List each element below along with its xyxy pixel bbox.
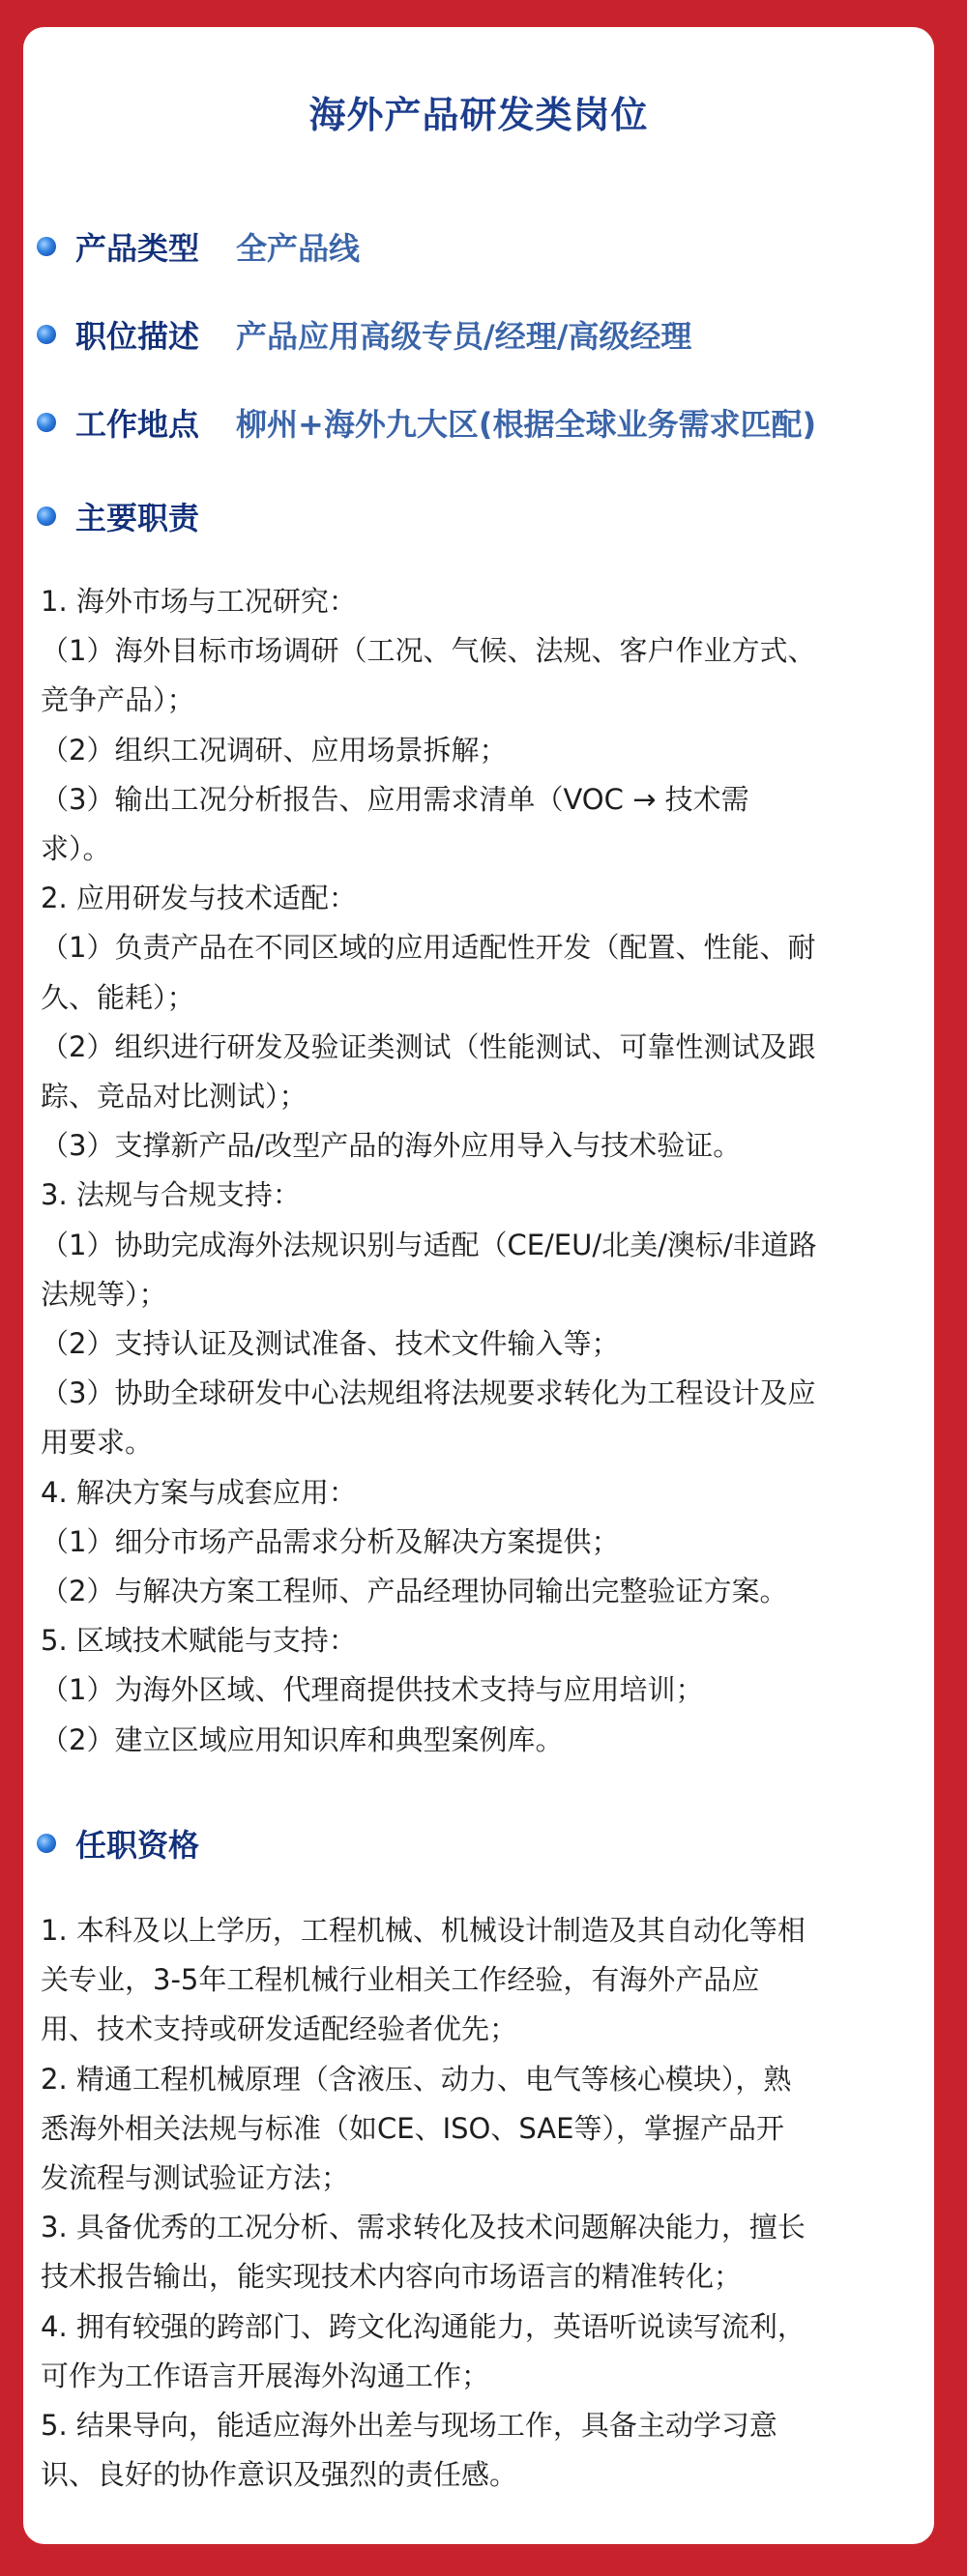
qualifications-text-line: 发流程与测试验证方法； — [41, 2161, 350, 2195]
duties-text-line: 2. 应用研发与技术适配： — [41, 882, 357, 915]
qualifications-text-line: 5. 结果导向，能适应海外出差与现场工作，具备主动学习意 — [41, 2409, 777, 2443]
job-description-value: 产品应用高级专员/经理/高级经理 — [236, 318, 692, 355]
duties-text-line: 3. 法规与合规支持： — [41, 1178, 301, 1212]
qualifications-text-line: 可作为工作语言开展海外沟通工作； — [41, 2359, 490, 2392]
duties-text-line: 5. 区域技术赋能与支持： — [41, 1624, 357, 1658]
job-description-label: 职位描述 — [75, 318, 200, 355]
qualifications-text-line: 技术报告输出，能实现技术内容向市场语言的精准转化； — [41, 2260, 743, 2294]
bullet-dot-icon — [37, 1834, 56, 1853]
duties-text-line: （2）建立区域应用知识库和典型案例库。 — [41, 1722, 564, 1756]
duties-text-line: （2）组织进行研发及验证类测试（性能测试、可靠性测试及跟 — [41, 1029, 816, 1063]
duties-text-line: （1）负责产品在不同区域的应用适配性开发（配置、性能、耐 — [41, 931, 816, 965]
location-value: 柳州+海外九大区(根据全球业务需求匹配) — [236, 406, 817, 443]
info-row-product-type — [37, 225, 360, 268]
qualifications-heading: 任职资格 — [75, 1827, 200, 1864]
duties-body — [41, 577, 928, 1765]
duties-heading: 主要职责 — [75, 500, 200, 536]
job-card — [23, 27, 934, 2544]
bullet-dot-icon — [37, 237, 56, 256]
qualifications-text-line: 1. 本科及以上学历，工程机械、机械设计制造及其自动化等相 — [41, 1914, 806, 1947]
info-row-location — [37, 401, 816, 444]
duties-text-line: （1）细分市场产品需求分析及解决方案提供； — [41, 1524, 620, 1558]
duties-text-line: （2）与解决方案工程师、产品经理协同输出完整验证方案。 — [41, 1575, 788, 1608]
duties-heading-row — [37, 495, 236, 537]
duties-text-line: 踪、竞品对比测试）； — [41, 1080, 308, 1114]
duties-text-line: （3）协助全球研发中心法规组将法规要求转化为工程设计及应 — [41, 1376, 816, 1410]
qualifications-text-line: 识、良好的协作意识及强烈的责任感。 — [41, 2458, 518, 2492]
duties-text-line: 4. 解决方案与成套应用： — [41, 1475, 357, 1509]
product-type-value: 全产品线 — [236, 230, 361, 267]
duties-text-line: 法规等）； — [41, 1277, 167, 1311]
duties-text-line: 竞争产品）； — [41, 683, 195, 717]
qualifications-heading-row — [37, 1822, 236, 1865]
qualifications-text-line: 4. 拥有较强的跨部门、跨文化沟通能力，英语听说读写流利， — [41, 2309, 806, 2343]
duties-text-line: 1. 海外市场与工况研究： — [41, 585, 357, 618]
product-type-label: 产品类型 — [75, 230, 200, 267]
duties-text-line: （3）输出工况分析报告、应用需求清单（VOC → 技术需 — [41, 782, 749, 816]
duties-text-line: 久、能耗）； — [41, 980, 195, 1014]
qualifications-body — [41, 1906, 928, 2500]
duties-text-line: （1）海外目标市场调研（工况、气候、法规、客户作业方式、 — [41, 634, 816, 668]
bullet-dot-icon — [37, 325, 56, 344]
qualifications-text-line: 2. 精通工程机械原理（含液压、动力、电气等核心模块），熟 — [41, 2062, 792, 2096]
qualifications-text-line: 关专业，3-5年工程机械行业相关工作经验，有海外产品应 — [41, 1963, 760, 1997]
bullet-dot-icon — [37, 507, 56, 526]
duties-text-line: 求）。 — [41, 832, 111, 866]
duties-text-line: （1）为海外区域、代理商提供技术支持与应用培训； — [41, 1673, 704, 1707]
qualifications-text-line: 用、技术支持或研发适配经验者优先； — [41, 2012, 518, 2046]
qualifications-text-line: 悉海外相关法规与标准（如CE、ISO、SAE等），掌握产品开 — [41, 2111, 784, 2145]
duties-text-line: （3）支撑新产品/改型产品的海外应用导入与技术验证。 — [41, 1129, 742, 1163]
page-title: 海外产品研发类岗位 — [308, 94, 649, 136]
duties-text-line: （2）支持认证及测试准备、技术文件输入等； — [41, 1327, 620, 1361]
duties-text-line: （2）组织工况调研、应用场景拆解； — [41, 733, 508, 767]
qualifications-text-line: 3. 具备优秀的工况分析、需求转化及技术问题解决能力，擅长 — [41, 2211, 806, 2244]
info-row-job-description — [37, 313, 691, 356]
location-label: 工作地点 — [75, 406, 200, 443]
duties-text-line: 用要求。 — [41, 1426, 154, 1460]
duties-text-line: （1）协助完成海外法规识别与适配（CE/EU/北美/澳标/非道路 — [41, 1228, 817, 1261]
bullet-dot-icon — [37, 413, 56, 432]
